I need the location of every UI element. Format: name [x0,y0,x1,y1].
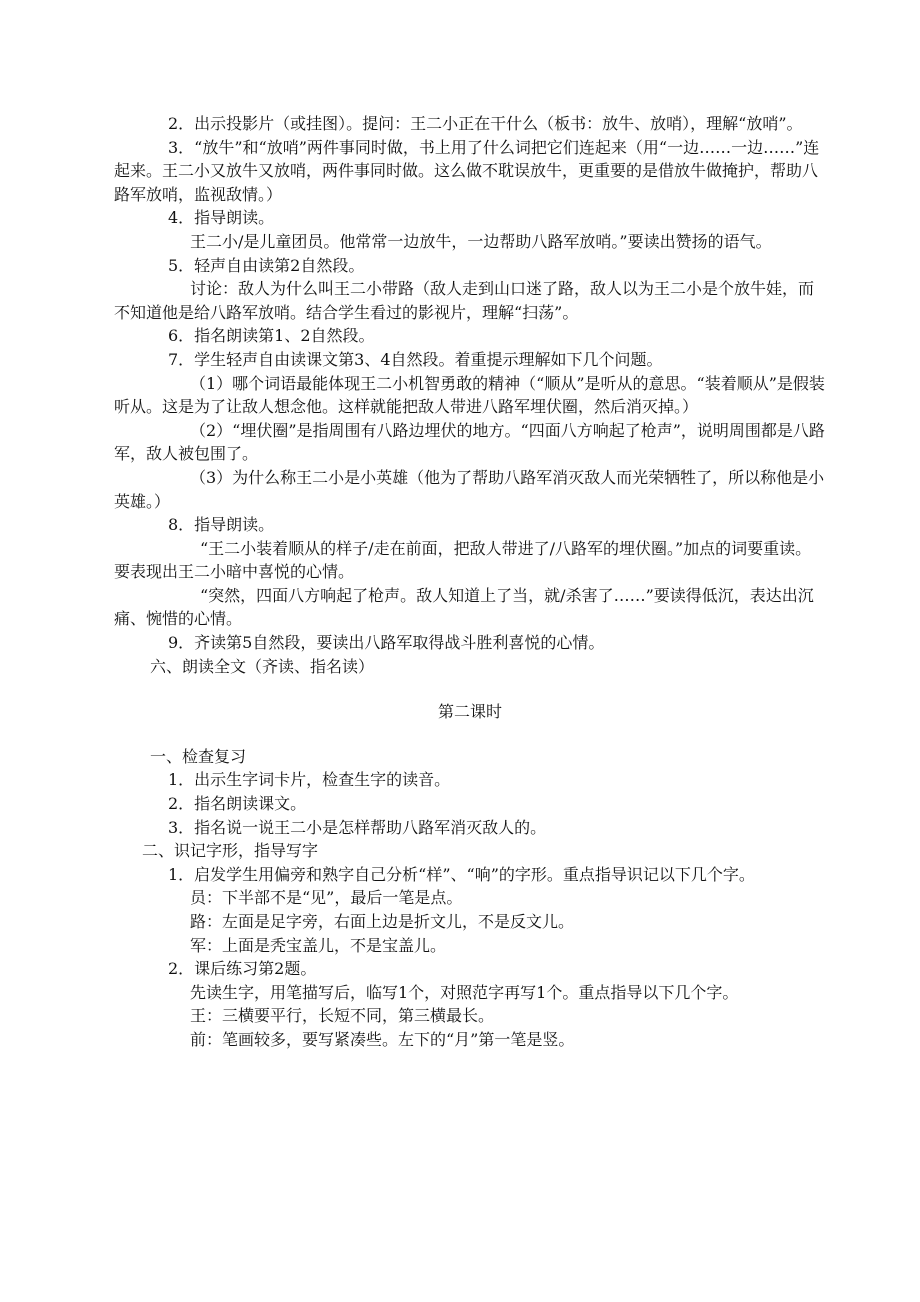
paragraph: （2）“埋伏圈”是指周围有八路边埋伏的地方。“四面八方响起了枪声”，说明周围都是八路军，敌人被包围了。 [114,420,825,464]
document-page [114,112,826,1052]
paragraph: 王二小/是儿童团员。他常常一边放牛，一边帮助八路军放哨。”要读出赞扬的语气。 [190,231,772,251]
paragraph: 7．学生轻声自由读课文第3、4自然段。着重提示理解如下几个问题。 [168,349,663,369]
paragraph: 1．出示生字词卡片，检查生字的读音。 [168,770,451,790]
section-heading: 一、检查复习 [150,746,247,766]
paragraph: （1）哪个词语最能体现王二小机智勇敢的精神（“顺从”是听从的意思。“装着顺从”是假装听从。这是为了让敌人想念他。这样就能把敌人带进八路军埋伏圈，然后消灭掉。） [114,373,825,417]
paragraph: 2．出示投影片（或挂图）。提问：王二小正在干什么（板书：放牛、放哨），理解“放哨”。 [168,114,803,133]
paragraph: 2．指名朗读课文。 [168,794,307,814]
paragraph: 2．课后练习第2题。 [168,959,317,979]
page-title: 第二课时 [437,702,502,722]
paragraph: 5．轻声自由读第2自然段。 [168,255,365,275]
paragraph: 4．指导朗读。 [168,208,275,228]
paragraph: 6．指名朗读第1、2自然段。 [168,326,375,346]
paragraph: “王二小装着顺从的样子/走在前面，把敌人带进了/八路军的埋伏圈。”加点的词要重读。要表现出王二小暗中喜悦的心情。 [114,538,812,582]
paragraph: 军：上面是秃宝盖儿，不是宝盖儿。 [190,935,447,955]
paragraph: 路：左面是足字旁，右面上边是折文儿，不是反文儿。 [190,912,575,931]
section-heading: 六、朗读全文（齐读、指名读） [150,656,375,676]
paragraph: 员：下半部不是“见”，最后一笔是点。 [190,888,463,908]
section-heading: 二、识记字形，指导写字 [142,841,319,861]
paragraph: 9．齐读第5自然段，要读出八路军取得战斗胜利喜悦的心情。 [168,633,605,653]
paragraph: 讨论：敌人为什么叫王二小带路（敌人走到山口迷了路，敌人以为王二小是个放牛娃，而不知道他是给八路军放哨。结合学生看过的影视片，理解“扫荡”。 [114,279,815,322]
paragraph: 先读生字，用笔描写后，临写1个，对照范字再写1个。重点指导以下几个字。 [190,982,739,1002]
paragraph: 王：三横要平行，长短不同，第三横最长。 [190,1006,495,1026]
paragraph: （3）为什么称王二小是小英雄（他为了帮助八路军消灭敌人而光荣牺牲了，所以称他是小英雄。） [114,467,825,511]
paragraph: 1．启发学生用偏旁和熟字自己分析“样”、“响”的字形。重点指导识记以下几个字。 [168,864,755,884]
paragraph: “突然，四面八方响起了枪声。敌人知道上了当，就/杀害了……”要读得低沉，表达出沉痛、惋惜的心情。 [114,585,814,629]
paragraph: 前：笔画较多，要写紧凑些。左下的“月”第一笔是竖。 [190,1029,575,1049]
paragraph: 3．“放牛”和“放哨”两件事同时做，书上用了什么词把它们连起来（用“一边……一边……”连起来。王二小又放牛又放哨，两件事同时做。这么做不耽误放牛，更重要的是借放牛做掩护，帮助八路军放哨，监视敌情。） [114,137,820,204]
paragraph: 3．指名说一说王二小是怎样帮助八路军消灭敌人的。 [168,817,547,837]
paragraph: 8．指导朗读。 [168,515,275,535]
